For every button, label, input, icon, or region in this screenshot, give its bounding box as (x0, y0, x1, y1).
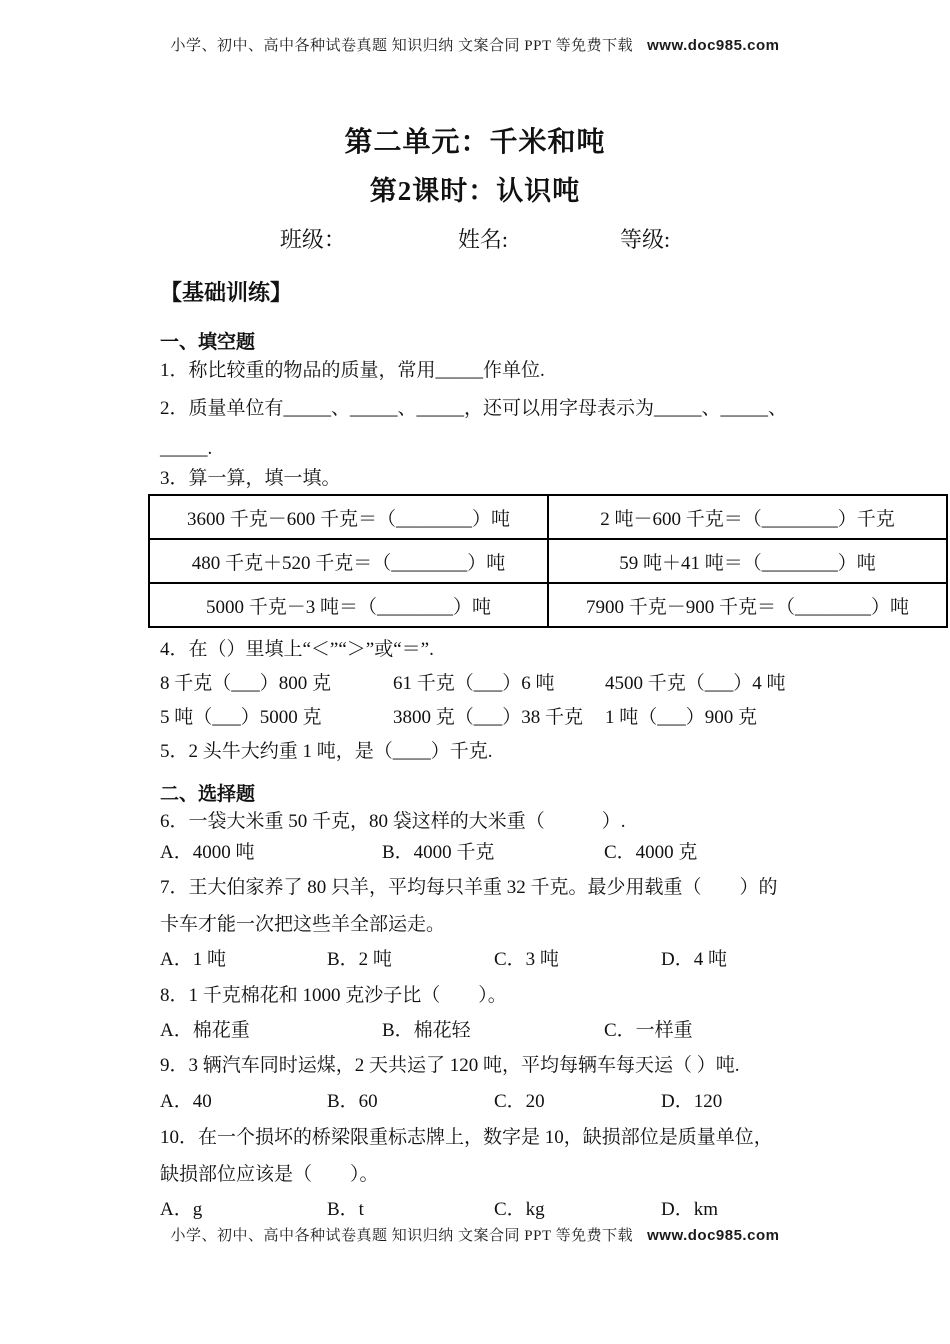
question-6-options (160, 840, 950, 866)
table-row (149, 583, 947, 627)
question-4: 4．在（）里填上“＜”“＞”或“＝”. (160, 639, 434, 660)
question-4-row1 (160, 671, 950, 697)
compare-item: 5 吨（___）5000 克 (160, 707, 322, 728)
table-cell: 5000 千克－3 吨＝（________）吨 (149, 583, 548, 627)
question-9-options (160, 1089, 950, 1115)
class-label: 班级： (279, 227, 346, 252)
grade-label: 等级: (620, 227, 671, 252)
table-row (149, 539, 947, 583)
compare-item: 4500 千克（___）4 吨 (605, 673, 786, 694)
question-4-row2 (160, 705, 950, 731)
option-b: B．棉花轻 (382, 1020, 471, 1041)
table-cell: 7900 千克－900 千克＝（________）吨 (548, 583, 947, 627)
option-d: D．120 (661, 1091, 723, 1112)
unit-title: 第二单元：千米和吨 (344, 127, 606, 158)
option-c: C．3 吨 (494, 949, 559, 970)
page-footer (0, 1226, 950, 1246)
compare-item: 3800 克（___）38 千克 (393, 707, 584, 728)
table-cell: 3600 千克－600 千克＝（________）吨 (149, 495, 548, 539)
question-8: 8．1 千克棉花和 1000 克沙子比（ ）。 (160, 985, 507, 1006)
question-10-line1: 10．在一个损坏的桥梁限重标志牌上，数字是 10，缺损部位是质量单位， (160, 1127, 773, 1148)
footer-banner-text: 小学、初中、高中各种试卷真题 知识归纳 文案合同 PPT 等免费下载 (170, 1228, 634, 1244)
question-9: 9．3 辆汽车同时运煤，2 天共运了 120 吨，平均每辆车每天运（ ）吨. (160, 1055, 740, 1076)
compare-item: 61 千克（___）6 吨 (393, 673, 555, 694)
option-c: C．4000 克 (604, 842, 698, 863)
question-10-options (160, 1197, 950, 1223)
option-a: A．4000 吨 (160, 842, 255, 863)
question-1: 1．称比较重的物品的质量，常用_____作单位. (160, 360, 545, 381)
lesson-title: 第2课时：认识吨 (369, 176, 581, 206)
question-6: 6．一袋大米重 50 千克，80 袋这样的大米重（ ）. (160, 811, 626, 832)
student-info-line (0, 226, 950, 254)
footer-site-url: www.doc985.com (647, 1227, 780, 1244)
unit-conversion-table (148, 494, 948, 628)
table-row (149, 495, 947, 539)
header-banner-text: 小学、初中、高中各种试卷真题 知识归纳 文案合同 PPT 等免费下载 (170, 38, 634, 54)
question-7-options (160, 947, 950, 973)
question-2-line2: _____. (160, 438, 213, 459)
table-cell: 480 千克＋520 千克＝（________）吨 (149, 539, 548, 583)
question-3: 3．算一算，填一填。 (160, 468, 341, 489)
header-site-url: www.doc985.com (647, 37, 780, 54)
option-a: A．40 (160, 1091, 212, 1112)
compare-item: 8 千克（___）800 克 (160, 673, 332, 694)
question-2-line1: 2．质量单位有_____、_____、_____，还可以用字母表示为_____、_____、 (160, 398, 788, 419)
option-b: B．2 吨 (327, 949, 392, 970)
option-a: A．g (160, 1199, 203, 1220)
option-d: D．4 吨 (661, 949, 727, 970)
question-7-line2: 卡车才能一次把这些羊全部运走。 (160, 914, 446, 935)
name-label: 姓名: (457, 227, 508, 252)
table-cell: 2 吨－600 千克＝（________）千克 (548, 495, 947, 539)
question-7-line1: 7．王大伯家养了 80 只羊，平均每只羊重 32 千克。最少用载重（ ）的 (160, 877, 778, 898)
page-header (0, 36, 950, 56)
question-5: 5．2 头牛大约重 1 吨，是（____）千克. (160, 741, 493, 762)
option-c: C．20 (494, 1091, 545, 1112)
part2-heading-multiple-choice: 二、选择题 (160, 784, 256, 805)
part1-heading-fill-blanks: 一、填空题 (160, 332, 256, 353)
compare-item: 1 吨（___）900 克 (605, 707, 758, 728)
option-b: B．4000 千克 (382, 842, 495, 863)
section-heading-basic-training: 【基础训练】 (160, 280, 293, 305)
option-a: A．棉花重 (160, 1020, 250, 1041)
option-b: B．t (327, 1199, 364, 1220)
option-b: B．60 (327, 1091, 378, 1112)
question-10-line2: 缺损部位应该是（ ）。 (160, 1164, 379, 1185)
option-a: A．1 吨 (160, 949, 226, 970)
option-c: C．一样重 (604, 1020, 693, 1041)
table-cell: 59 吨＋41 吨＝（________）吨 (548, 539, 947, 583)
option-d: D．km (661, 1199, 719, 1220)
question-8-options (160, 1018, 950, 1044)
option-c: C．kg (494, 1199, 545, 1220)
